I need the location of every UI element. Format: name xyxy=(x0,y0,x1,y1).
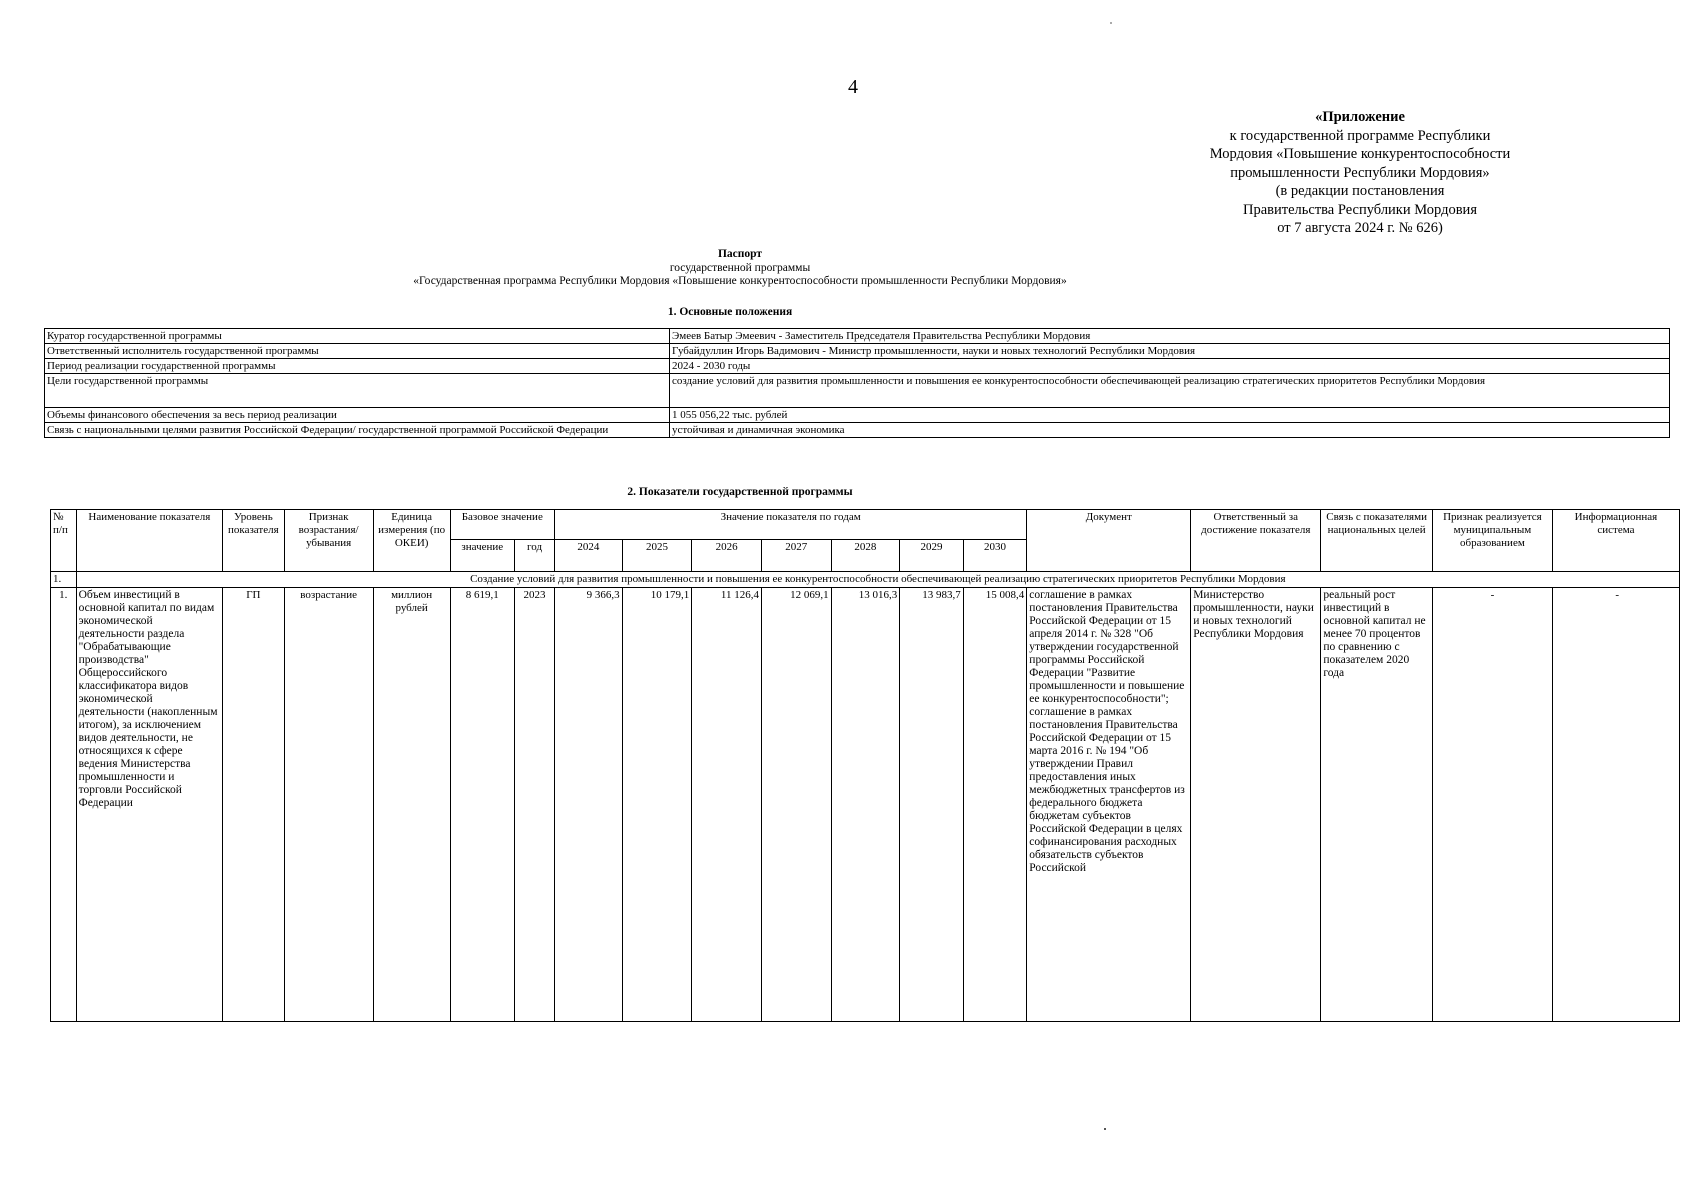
table-row xyxy=(51,588,1680,1022)
provision-row xyxy=(45,423,1670,438)
provision-key: Объемы финансового обеспечения за весь период реализации xyxy=(45,408,670,423)
scan-speck xyxy=(1110,22,1112,24)
passport-title: Паспорт xyxy=(717,248,763,260)
provision-key: Связь с национальными целями развития Российской Федерации/ государственной программой Российской Федерации xyxy=(45,423,670,438)
appendix-line: «Приложение xyxy=(1315,109,1405,125)
passport-title-block xyxy=(300,248,1180,289)
year-value: 11 126,4 xyxy=(692,588,762,1022)
info-system: - xyxy=(1552,588,1679,1022)
document-text: соглашение в рамках постановления Правительства Российской Федерации от 15 апреля 2014 г. № 328 "Об утверждении государственной программы Российской Федерации "Развитие промышленности и повышение ее конкурентоспособности"; соглашение в рамках постановления Правительства Российской Федерации от 15 марта 2016 г. № 194 "Об утверждении Правил предоставления иных межбюджетных трансфертов из федерального бюджета бюджетам субъектов Российской Федерации в целях софинансирования расходных обязательств субъектов Российской xyxy=(1027,588,1191,1022)
col-year-header: 2028 xyxy=(831,540,900,572)
col-info-system-header: Информационная система xyxy=(1552,510,1679,572)
col-unit-header: Единица измерения (по ОКЕИ) xyxy=(373,510,450,572)
base-value: 8 619,1 xyxy=(450,588,515,1022)
section-row xyxy=(51,572,1680,588)
col-year-header: 2030 xyxy=(963,540,1027,572)
year-value: 13 983,7 xyxy=(900,588,964,1022)
year-value: 10 179,1 xyxy=(622,588,692,1022)
provision-value: 2024 - 2030 годы xyxy=(670,359,1670,374)
col-name-header: Наименование показателя xyxy=(76,510,223,572)
section1-title: 1. Основные положения xyxy=(667,306,793,318)
provision-row xyxy=(45,408,1670,423)
section2-title: 2. Показатели государственной программы xyxy=(627,486,853,498)
provision-value: создание условий для развития промышленности и повышения ее конкурентоспособности обеспечивающей реализацию стратегических приоритетов Республики Мордовия xyxy=(670,374,1670,408)
section-row-num: 1. xyxy=(51,572,77,588)
col-year-header: 2025 xyxy=(622,540,692,572)
provision-value: 1 055 056,22 тыс. рублей xyxy=(670,408,1670,423)
national-goal-link: реальный рост инвестиций в основной капитал не менее 70 процентов по сравнению с показателем 2020 года xyxy=(1321,588,1433,1022)
responsible-text: Министерство промышленности, науки и новых технологий Республики Мордовия xyxy=(1191,588,1321,1022)
year-value: 15 008,4 xyxy=(963,588,1027,1022)
row-num: 1. xyxy=(51,588,77,1022)
col-responsible-header: Ответственный за достижение показателя xyxy=(1191,510,1321,572)
col-link-header: Связь с показателями национальных целей xyxy=(1321,510,1433,572)
col-level-header: Уровень показателя xyxy=(223,510,284,572)
provision-row xyxy=(45,374,1670,408)
col-base-header: Базовое значение xyxy=(450,510,555,540)
section-row-text: Создание условий для развития промышленности и повышения ее конкурентоспособности обеспечивающей реализацию стратегических приоритетов Республики Мордовия xyxy=(76,572,1679,588)
col-num-header: № п/п xyxy=(51,510,77,572)
col-year-header: 2027 xyxy=(761,540,831,572)
provision-value: Эмеев Батыр Эмеевич - Заместитель Председателя Правительства Республики Мордовия xyxy=(670,329,1670,344)
provision-row xyxy=(45,329,1670,344)
provision-row xyxy=(45,359,1670,374)
col-sign-header: Признак возрастания/ убывания xyxy=(284,510,373,572)
main-provisions-table xyxy=(44,328,1670,438)
provision-value: Губайдуллин Игорь Вадимович - Министр промышленности, науки и новых технологий Республики Мордовия xyxy=(670,344,1670,359)
appendix-header xyxy=(1180,108,1540,238)
passport-subtitle: государственной программы xyxy=(669,261,811,274)
base-year: 2023 xyxy=(515,588,555,1022)
year-value: 13 016,3 xyxy=(831,588,900,1022)
col-document-header: Документ xyxy=(1027,510,1191,572)
col-base-value-header: значение xyxy=(450,540,515,572)
appendix-line: Правительства Республики Мордовия xyxy=(1243,201,1477,218)
provision-key: Ответственный исполнитель государственной программы xyxy=(45,344,670,359)
appendix-line: (в редакции постановления xyxy=(1275,183,1445,199)
provision-key: Куратор государственной программы xyxy=(45,329,670,344)
appendix-line: Мордовия «Повышение конкурентоспособности xyxy=(1209,146,1511,162)
scan-speck xyxy=(1104,1128,1106,1130)
year-value: 12 069,1 xyxy=(761,588,831,1022)
col-year-header: 2029 xyxy=(900,540,964,572)
provision-row xyxy=(45,344,1670,359)
indicator-sign: возрастание xyxy=(284,588,373,1022)
program-name: «Государственная программа Республики Мордовия «Повышение конкурентоспособности промышленности Республики Мордовия» xyxy=(413,275,1067,287)
provision-key: Цели государственной программы xyxy=(45,374,670,408)
col-years-header: Значение показателя по годам xyxy=(555,510,1027,540)
col-municipal-header: Признак реализуется муниципальным образованием xyxy=(1432,510,1552,572)
provision-value: устойчивая и динамичная экономика xyxy=(670,423,1670,438)
indicator-level: ГП xyxy=(223,588,284,1022)
appendix-line: к государственной программе Республики xyxy=(1229,127,1491,144)
indicator-unit: миллион рублей xyxy=(373,588,450,1022)
header-row-1 xyxy=(51,510,1680,540)
appendix-line: промышленности Республики Мордовия» xyxy=(1230,164,1490,181)
indicator-name: Объем инвестиций в основной капитал по видам экономической деятельности раздела "Обрабатывающие производства" Общероссийского классификатора видов экономической деятельности (накопленным итогом), за исключением видов деятельности, не относящихся к сфере ведения Министерства промышленности и торговли Российской Федерации xyxy=(76,588,223,1022)
col-base-year-header: год xyxy=(515,540,555,572)
year-value: 9 366,3 xyxy=(555,588,623,1022)
provision-key: Период реализации государственной программы xyxy=(45,359,670,374)
appendix-line: от 7 августа 2024 г. № 626) xyxy=(1277,220,1443,236)
col-year-header: 2026 xyxy=(692,540,762,572)
municipal-sign: - xyxy=(1432,588,1552,1022)
col-year-header: 2024 xyxy=(555,540,623,572)
indicators-table xyxy=(50,509,1680,1022)
page-number: 4 xyxy=(848,76,858,98)
